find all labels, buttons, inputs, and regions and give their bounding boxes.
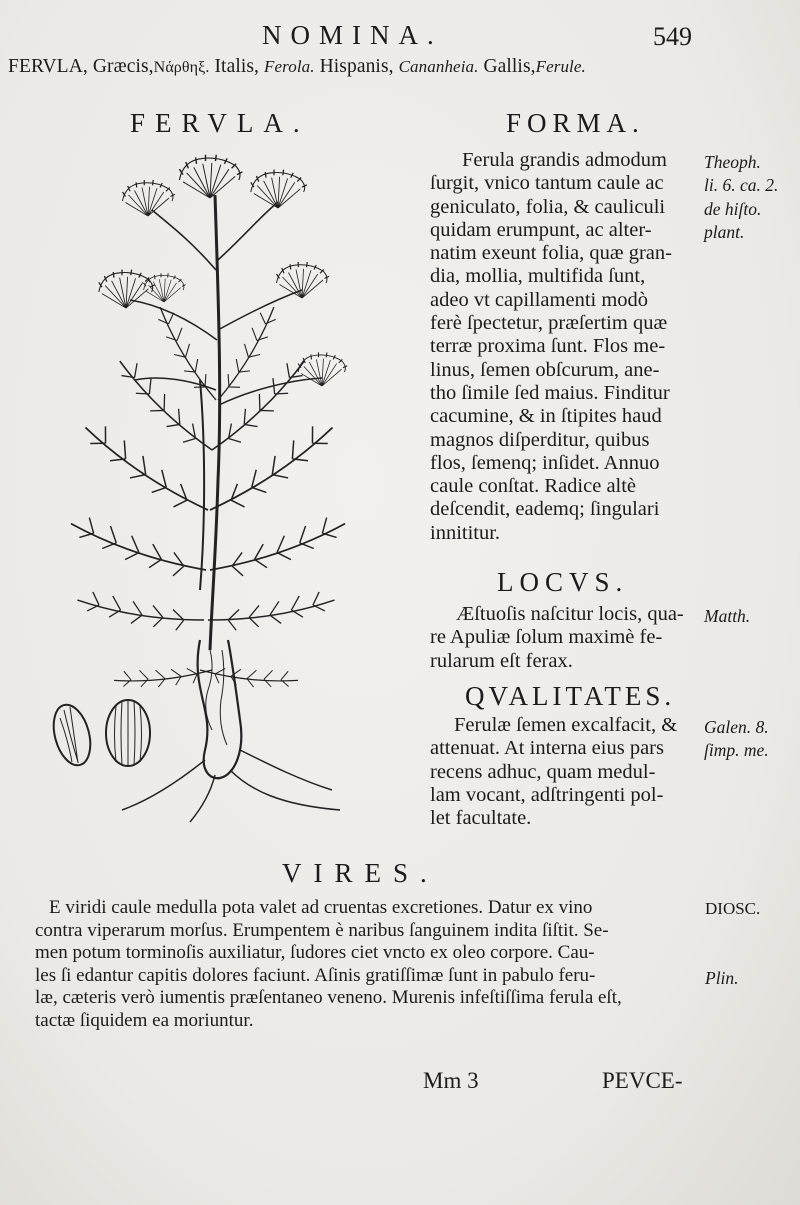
names-plant: FERVLA, — [8, 56, 88, 77]
qualitates-margin-notes — [704, 716, 769, 763]
margin-note: de hiſto. — [704, 198, 762, 219]
locus-line: Æſtuoſis naſcitur locis, qua- — [456, 603, 684, 625]
names-greek-label: Græcis, — [92, 56, 154, 77]
forma-line: ferè ſpectetur, præſertim quæ — [430, 312, 668, 335]
qualitates-line: let facultate. — [430, 807, 532, 830]
margin-note: Theoph. — [704, 152, 761, 172]
forma-line: terræ proxima ſunt. Flos me- — [430, 335, 666, 358]
forma-line: Ferula grandis admodum — [462, 149, 667, 171]
locus-margin-notes — [704, 605, 750, 628]
names-french-label: Gallis, — [483, 56, 536, 77]
locus-text — [430, 603, 684, 673]
vires-line: læ, cæteris verò iumentis præſentaneo veneno. Murenis infeſtiſſima ferula eſt, — [35, 987, 622, 1008]
margin-note: Galen. 8. — [704, 717, 769, 737]
forma-line: ſurgit, vnico tantum caule ac — [430, 172, 664, 195]
forma-line: adeo vt capillamenti modò — [430, 288, 649, 311]
margin-note: plant. — [704, 221, 745, 242]
forma-line: innititur. — [430, 521, 501, 544]
qualitates-line: lam vocant, adſtringenti pol- — [430, 783, 664, 806]
forma-line: tho ſimile ſed maius. Finditur — [430, 381, 670, 404]
names-italian-label: Italis, — [214, 56, 260, 77]
forma-line: flos, ſemenq; inſidet. Annuo — [430, 451, 660, 474]
catchword: PEVCE- — [602, 1068, 683, 1093]
names-greek-name: Νάρθηξ. — [153, 59, 210, 76]
forma-line: deſcendit, eademq; ſingulari — [430, 498, 660, 521]
vires-heading: VIRES. — [282, 858, 439, 888]
forma-line: magnos diſperditur, quibus — [430, 428, 650, 451]
qualitates-line: Ferulæ ſemen excalfacit, & — [454, 714, 678, 736]
qualitates-text — [430, 714, 677, 830]
plant-heading: FERVLA. — [130, 108, 310, 138]
names-spanish-label: Hispanis, — [319, 56, 394, 77]
vires-line: les ſi edantur capitis dolores faciunt. Aſinis gratiſſimæ ſunt in pabulo feru- — [35, 964, 596, 986]
locus-line: rularum eſt ferax. — [430, 649, 573, 672]
vires-margin-plin: Plin. — [705, 968, 739, 988]
forma-text — [430, 149, 672, 545]
forma-line: natim exeunt folia, quæ gran- — [430, 242, 672, 265]
page-number: 549 — [653, 22, 692, 51]
qualitates-line: attenuat. At interna eius pars — [430, 737, 664, 760]
vires-line: contra viperarum morſus. Erumpentem è naribus ſanguinem indita ſiſtit. Se- — [35, 919, 609, 941]
vires-margin-diosc: DIOSC. — [705, 899, 761, 918]
names-french-name: Ferule. — [535, 57, 586, 76]
forma-line: quidam erumpunt, ac alter- — [430, 218, 652, 241]
signature-mark: Mm 3 — [423, 1068, 479, 1093]
forma-heading: FORMA. — [506, 108, 645, 138]
forma-line: cacumine, & in ſtipites haud — [430, 405, 662, 428]
qualitates-heading: QVALITATES. — [465, 681, 676, 711]
ferula-woodcut-illustration — [40, 150, 420, 830]
forma-margin-notes — [704, 151, 778, 244]
running-title: NOMINA. — [262, 20, 443, 50]
locus-heading: LOCVS. — [497, 567, 629, 597]
forma-line: dia, mollia, multifida ſunt, — [430, 265, 646, 288]
names-italian-name: Ferola. — [264, 57, 315, 76]
vires-text — [35, 897, 622, 1032]
margin-note: ſimp. me. — [704, 740, 769, 761]
qualitates-line: recens adhuc, quam medul- — [430, 760, 656, 783]
vires-line: E viridi caule medulla pota valet ad cruentas excretiones. Datur ex vino — [49, 897, 593, 918]
margin-note: li. 6. ca. 2. — [704, 175, 779, 196]
vires-line: tactæ ſiquidem ea moriuntur. — [35, 1009, 254, 1031]
forma-line: geniculato, folia, & cauliculi — [430, 195, 666, 218]
vires-line: men potum torminoſis auxiliatur, ſudores ciet vncto ex oleo corpore. Cau- — [35, 942, 595, 963]
locus-line: re Apuliæ ſolum maximè fe- — [430, 626, 663, 649]
margin-note: Matth. — [704, 606, 751, 626]
names-spanish-name: Cananheia. — [398, 57, 479, 76]
names-line — [8, 56, 586, 78]
forma-line: caule conſtat. Radice altè — [430, 475, 637, 498]
forma-line: linus, ſemen obſcurum, ane- — [430, 358, 660, 381]
